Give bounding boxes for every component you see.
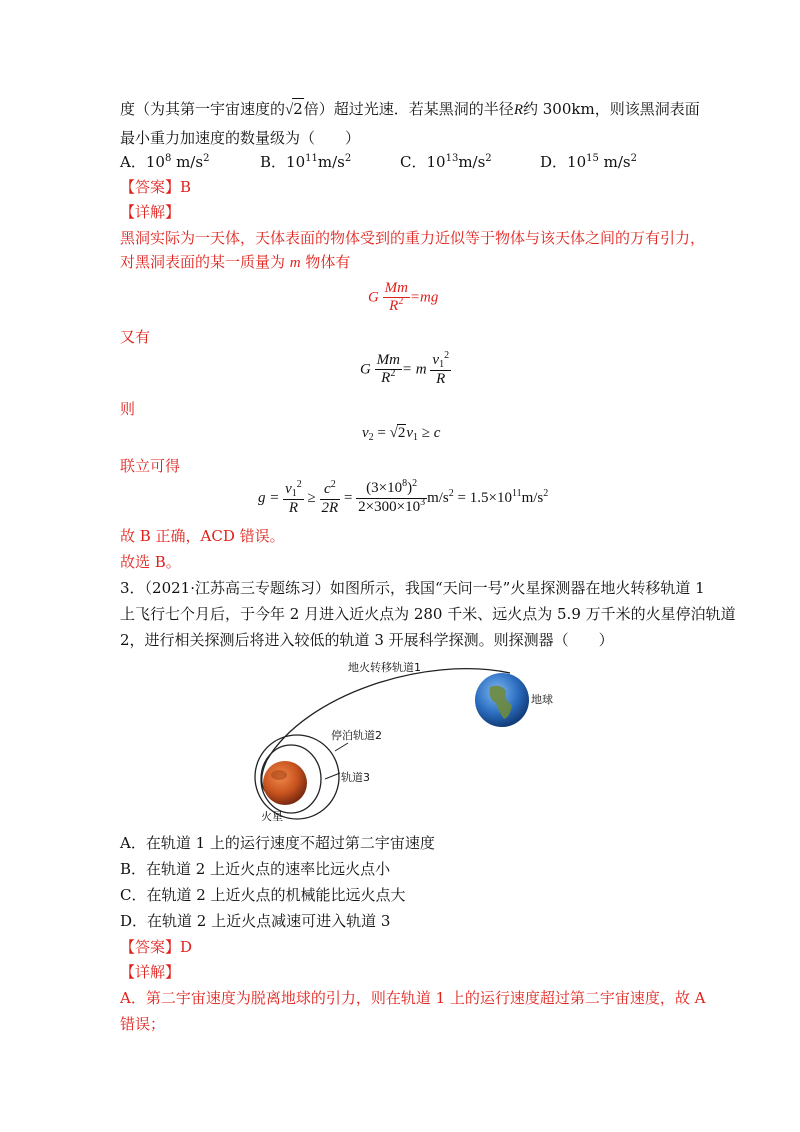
- eq1-fraction: [383, 280, 410, 316]
- eq3-eq: =: [373, 425, 390, 441]
- choice-unit-exp: 2: [203, 153, 210, 164]
- explain-text: 物体有: [305, 253, 351, 271]
- eq4-n3: (3×10: [366, 480, 403, 496]
- q3-line2: 上飞行七个月后，于今年 2 月进入近火点为 280 千米、远火点为 5.9 万千米的火星停泊轨道: [120, 605, 736, 623]
- eq4-d2: 2R: [321, 499, 339, 516]
- eq4-d3: 2×300×10: [358, 499, 421, 515]
- eq1-numerator: Mm: [384, 280, 408, 296]
- eq3-rhs: ≥ c: [418, 425, 441, 441]
- q3-option-c: C．在轨道 2 上近火点的机械能比远火点大: [120, 886, 406, 904]
- eq1-rhs: =mg: [409, 289, 439, 306]
- choice-unit-exp: 2: [630, 153, 637, 164]
- choice-base: 10: [567, 153, 587, 171]
- q3-answer: 【答案】D: [120, 938, 193, 956]
- choice-exp: 8: [164, 153, 172, 164]
- eq1-denominator: R: [389, 298, 399, 314]
- label-orbit-3: 轨道3: [341, 771, 370, 784]
- eq3-v1-sub: 1: [413, 432, 419, 443]
- eq2-den-exp: 2: [390, 368, 396, 379]
- eq4-ge: ≥: [303, 489, 320, 506]
- eq4-eq1: =: [340, 489, 357, 506]
- eq4-n3-sup2: 2: [412, 478, 418, 489]
- q2-choice-b: [260, 152, 351, 175]
- q2-then-label: 则: [120, 400, 136, 418]
- q2-choice-c: [400, 152, 492, 175]
- q2-choice-d: [540, 152, 637, 175]
- q3-explain-line1: A．第二宇宙速度为脱离地球的引力，则在轨道 1 上的运行速度超过第二宇宙速度，故 A: [120, 989, 706, 1007]
- eq4-res-sup: 11: [511, 487, 522, 499]
- eq2-numerator: Mm: [376, 352, 400, 368]
- eq3-v2-sub: 2: [368, 432, 374, 443]
- equation-4: [258, 480, 548, 517]
- q2-stem-line1: 度（为其第一宇宙速度的√2倍）超过光速．若某黑洞的半径R约 300km，则该黑洞表面: [120, 100, 700, 118]
- eq2-denominator2: R: [436, 371, 446, 387]
- q2-combine-label: 联立可得: [120, 457, 181, 475]
- q2-stem-text: 约 300km，则该黑洞表面: [522, 100, 700, 118]
- label-earth: 地球: [531, 693, 553, 706]
- choice-exp: 15: [586, 153, 599, 164]
- orbit-diagram-svg: [245, 655, 570, 835]
- equation-1: [368, 280, 438, 316]
- q2-detail-label: 【详解】: [120, 203, 181, 221]
- label-transfer-orbit: 地火转移轨道1: [348, 661, 421, 674]
- choice-unit-exp: 2: [344, 153, 352, 164]
- q3-line3: 2，进行相关探测后将进入较低的轨道 3 开展科学探测。则探测器（ ）: [120, 631, 614, 649]
- q2-answer: 【答案】B: [120, 178, 192, 196]
- choice-base: 10: [286, 153, 306, 171]
- eq2-v-sub: 1: [439, 359, 445, 370]
- eq2-fraction-left: [375, 352, 402, 388]
- eq4-g: g =: [258, 489, 284, 506]
- q3-option-b: B．在轨道 2 上近火点的速率比远火点小: [120, 860, 391, 878]
- choice-label: A．: [120, 153, 146, 171]
- label-mars: 火星: [261, 810, 283, 823]
- q2-choice-a: [120, 152, 209, 175]
- q2-conclusion1: 故 B 正确，ACD 错误。: [120, 527, 285, 545]
- equation-2: [360, 352, 451, 388]
- choice-unit-exp: 2: [485, 153, 492, 164]
- eq4-v: v: [285, 480, 292, 497]
- choice-label: C．: [400, 153, 427, 171]
- eq2-mid: = m: [401, 361, 427, 378]
- orbit3-label-leader: [325, 773, 340, 779]
- eq4-v-sup: 2: [296, 478, 302, 490]
- eq4-n3-close: ): [407, 480, 413, 496]
- eq4-unit: m/s: [427, 489, 449, 506]
- eq1-g: G: [368, 289, 379, 306]
- q3-detail-label: 【详解】: [120, 963, 181, 981]
- q3-explain-line2: 错误；: [120, 1015, 166, 1033]
- choice-label: D．: [540, 153, 568, 171]
- q2-explain-line1: 黑洞实际为一天体，天体表面的物体受到的重力近似等于物体与该天体之间的万有引力，: [120, 229, 706, 247]
- q2-also-label: 又有: [120, 328, 151, 346]
- orbit-diagram: [245, 655, 570, 835]
- eq4-n3-sup: 8: [402, 478, 408, 489]
- eq4-c: c: [324, 480, 331, 497]
- mars-planet: [263, 761, 307, 805]
- label-parking-orbit: 停泊轨道2: [331, 729, 382, 742]
- eq3-v1: v: [406, 425, 414, 441]
- explain-text: 对黑洞表面的某一质量为: [120, 253, 286, 271]
- eq4-unit2-sup: 2: [543, 487, 549, 499]
- choice-base: 10: [426, 153, 446, 171]
- eq4-d1: R: [288, 499, 299, 516]
- eq2-v-sup: 2: [444, 350, 450, 361]
- eq4-d3-sup: 3: [420, 497, 426, 508]
- q3-line1: 3．（2021·江苏高三专题练习）如图所示，我国“天问一号”火星探测器在地火转移轨道 1: [120, 579, 705, 597]
- choice-exp: 13: [445, 153, 459, 164]
- q3-option-a: A．在轨道 1 上的运行速度不超过第二宇宙速度: [120, 834, 435, 852]
- eq1-den-exp: 2: [398, 296, 404, 307]
- q3-option-d: D．在轨道 2 上近火点减速可进入轨道 3: [120, 912, 391, 930]
- eq4-c-sup: 2: [330, 478, 336, 490]
- explain-var: m: [289, 255, 301, 271]
- choice-unit: m/s: [171, 153, 204, 171]
- choice-unit: m/s: [598, 153, 631, 171]
- q2-conclusion2: 故选 B。: [120, 553, 181, 571]
- q2-stem-text: 度（为其第一宇宙速度的: [120, 100, 286, 118]
- q2-stem-text: 倍）超过光速．若某黑洞的半径: [303, 100, 514, 118]
- eq4-eq2: = 1.5×10: [453, 489, 512, 506]
- parking-label-leader: [335, 743, 348, 751]
- eq4-frac1: [283, 478, 304, 517]
- choice-unit: m/s: [458, 153, 486, 171]
- eq4-v-sub: 1: [291, 487, 297, 499]
- q2-explain-line2: [120, 252, 350, 273]
- eq4-frac3: [356, 480, 427, 517]
- q2-stem-line2: 最小重力加速度的数量级为（ ）: [120, 129, 361, 147]
- choice-exp: 11: [305, 153, 318, 164]
- eq2-g: G: [360, 361, 371, 378]
- eq3-v2: v: [362, 425, 369, 441]
- equation-3: $v_2 = √2v_1 \ge c$: [362, 425, 441, 443]
- eq4-unit2: m/s: [521, 489, 544, 506]
- choice-unit: m/s: [317, 153, 345, 171]
- q2-stem-var: R: [513, 102, 523, 118]
- eq2-v: v: [432, 352, 440, 368]
- choice-label: B．: [260, 153, 287, 171]
- q2-sqrt-value: 2: [293, 100, 303, 118]
- eq4-frac2: [320, 478, 341, 517]
- eq2-denominator: R: [381, 370, 391, 386]
- eq3-sqrt: 2: [397, 425, 406, 441]
- choice-base: 10: [145, 153, 165, 171]
- mars-surface: [271, 770, 287, 780]
- eq2-fraction-right: [430, 352, 451, 388]
- eq4-unit-sup: 2: [448, 487, 454, 499]
